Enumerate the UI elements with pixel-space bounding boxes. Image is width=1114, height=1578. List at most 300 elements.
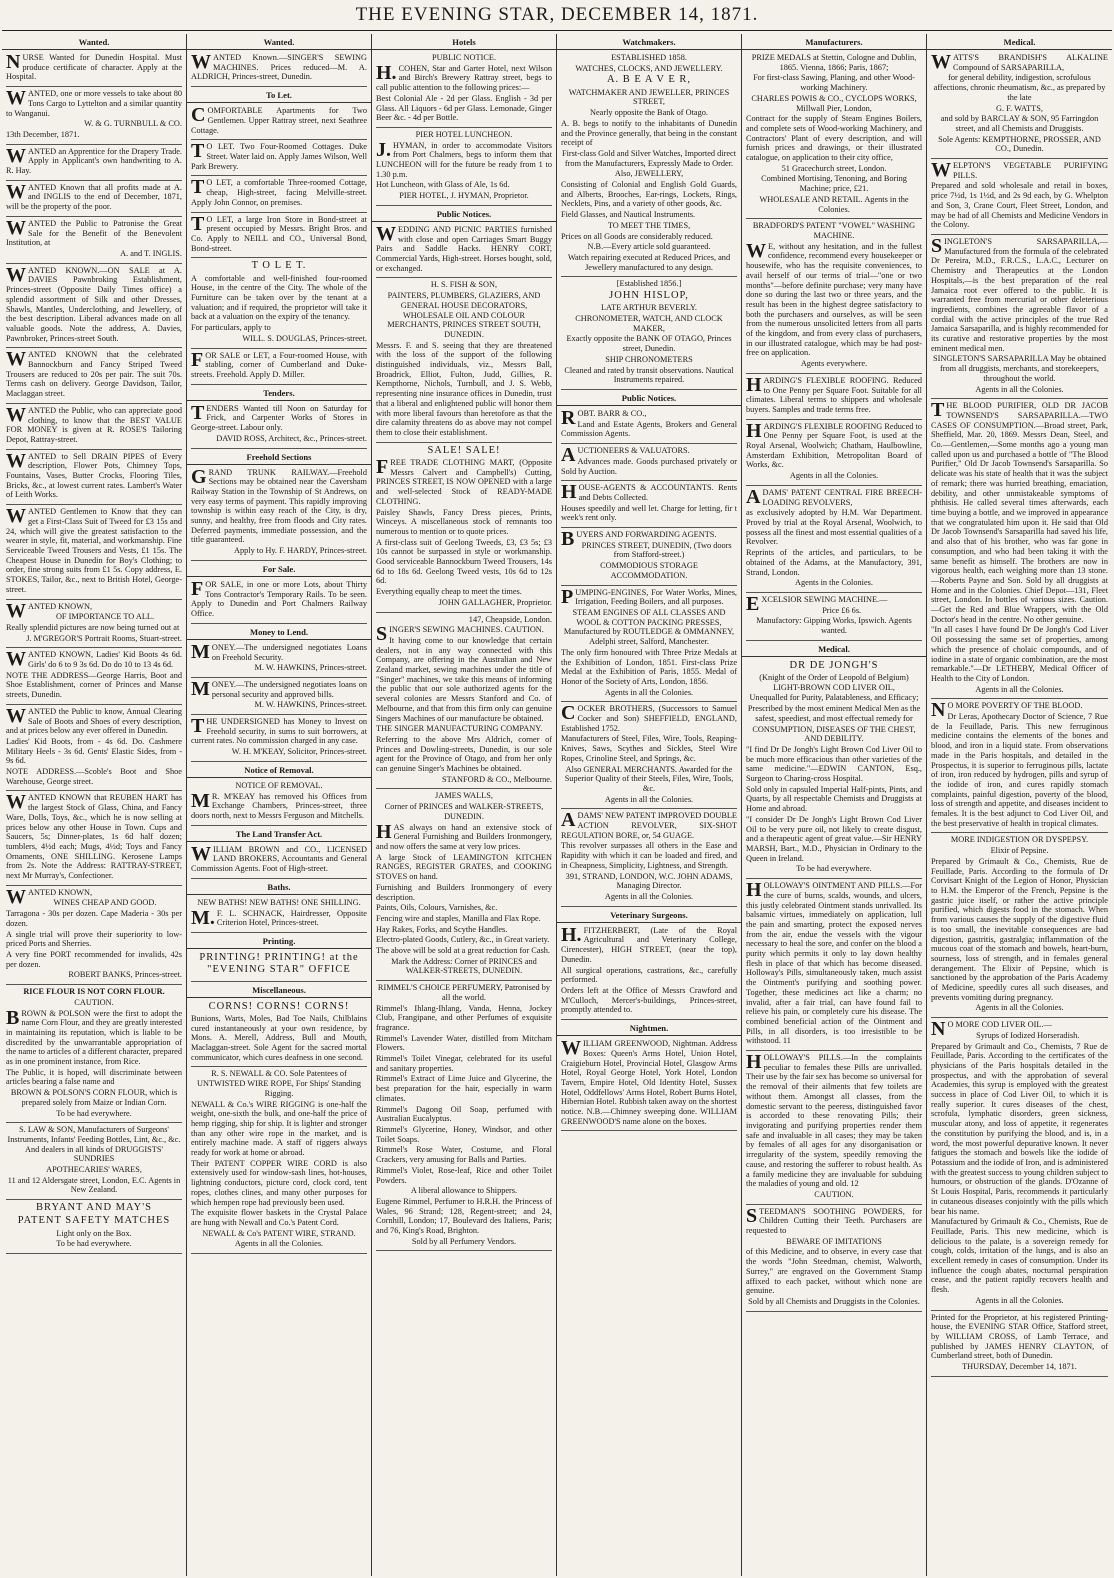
top-rule	[2, 30, 1112, 31]
ad-text: Houses speedily and well let. Charge for letting, fir t week's rent only.	[561, 503, 737, 523]
ad-text: WE, without any hesitation, and in the fullest confidence, recommend every housekeeper or housewife, who has the requisite conveniences, to avail herself of our terms of trial—"one or two months"—before definite purchase; very many have done so during the last two or three years, and the result has been in the highest degree satisfactory to both the purchasers and ourselves, as will be seen from the numerous unsolicited letters from all parts of the kingdom, and from every class of purchasers, in our illustrated catalogue, which may be had post-free on application.	[746, 239, 922, 358]
advertisement	[561, 483, 737, 528]
advertisement	[746, 881, 922, 1051]
ad-text: Furnishing and Builders Ironmongery of every description.	[376, 882, 552, 902]
advertisement	[931, 1313, 1108, 1377]
ad-text: PUBLIC NOTICE.	[431, 53, 497, 63]
ad-text: NURSE Wanted for Dunedin Hospital. Must produce certificate of character. Apply at the Hospital.	[6, 51, 182, 82]
ad-text: Apply to Hy. F. HARDY, Princes-street.	[233, 546, 367, 556]
ad-text: BEWARE OF IMITATIONS	[786, 1236, 882, 1246]
ad-text: Agents in all the Colonies.	[604, 891, 694, 901]
section-heading: Freehold Sections	[187, 451, 371, 465]
ad-text: NEWALL & Co's PATENT WIRE, STRAND.	[202, 1228, 356, 1238]
ad-text: MORE INDIGESTION OR DYSPEPSY.	[950, 835, 1089, 845]
ad-text: TO LET. Two Four-Roomed Cottages. Duke Street. Water laid on. Apply James Wilson, Well Park Brewery.	[191, 140, 367, 171]
ad-text: COCKER BROTHERS, (Successors to Samuel Cocker and Son) SHEFFIELD, ENGLAND, Established 1752.	[561, 702, 737, 733]
advertisement	[561, 585, 737, 703]
advertisement	[746, 419, 922, 486]
ad-text: BUYERS AND FORWARDING AGENTS.	[561, 528, 717, 551]
ad-text: WANTED KNOWN, Ladies' Kid Boots 4s 6d. Girls' do 6 to 9 3s 6d. Do do 10 to 13 4s 6d.	[6, 648, 182, 671]
ad-text: Everything equally cheap to meet the times.	[376, 587, 522, 597]
ad-text: Agents everywhere.	[800, 359, 868, 369]
ad-text: AUCTIONEERS & VALUATORS.	[561, 444, 690, 467]
ad-text: S. LAW & SON, Manufacturers of Surgeons' Instruments, Infants' Feeding Bottles, Lint, &c., &c. And dealers in all kinds of DRUGGISTS' SUNDRIES	[7, 1125, 181, 1164]
section-heading: The Land Transfer Act.	[187, 828, 371, 842]
ad-text: Best Colonial Ale - 2d per Glass. English - 3d per Glass. All Liquors - 6d per Glass. Lemonade, Ginger Beer &c. - 4d per Bottle.	[376, 93, 552, 123]
advertisement	[376, 53, 552, 128]
ad-text: BRADFORD'S PATENT "VOWEL" WASHING MACHINE.	[752, 221, 916, 240]
ad-text: Eugene Rimmel, Perfumer to H.R.H. the Princess of Wales, 96 Strand; 128, Regent-street; and 24, Cornhill, London; 17, Boulevard des Italiens, Paris; and 76, King's Road, Brighton.	[376, 1196, 552, 1236]
advertisement	[746, 592, 922, 641]
ad-text: Messrs. F. and S. seeing that they are threatened with the loss of the support of the following distinguished individuals, viz., Messrs Ball, Broadrick, Elliot, Fulton, Judd, Gillies, R. Kempthorne, Nichols, Turnbull, and J. S. Webb, representing nine insurance offices in Dunedin, trust that a liberal and enlightened public will honor them with more liberal favours than heretofore as that the dire calamity threatens do as above may not compel them to close their establishment.	[376, 340, 552, 437]
advertisement	[191, 142, 367, 176]
ad-text: WANTED to Sell DRAIN PIPES of Every description, Flower Pots, Chimney Tops, Fountains, Vases, Butter Crocks, Flooring Tiles, Bricks, &c., at lowest current rates. Lambert's Water of Leith Works.	[6, 449, 182, 500]
ad-text: TO LET, a large Iron Store in Bond-street at present occupied by Messrs. Bright Bros. and Co. Apply to NEILL and CO., Universal Bond, Bond-street.	[191, 212, 367, 253]
ad-text: N.B.—Every article sold guaranteed.	[587, 242, 711, 252]
ad-text: G. F. WATTS,	[996, 103, 1043, 113]
ad-text: For particulars, apply to	[191, 323, 271, 333]
advertisement	[746, 485, 922, 593]
ad-text: 51 Gracechurch street, London.	[781, 163, 887, 173]
advertisement	[6, 180, 182, 217]
ad-text: W. H. M'KEAY, Solicitor, Princes-street.	[231, 747, 367, 757]
ad-text: A. B E A V E R,	[606, 74, 692, 86]
ad-text: WANTED KNOWN.—ON SALE at A. DAVIES Pawnbroking Establishment, Princes-street (Opposite Daily Times office) a splendid assortment of Silk and other Dresses, Shawls, Mantles, Underclothing, and Jewellery, of the best description. Liberal advances made on all valuable goods. Note the address, A. Davies, Pawnbroker, Princes-street South.	[6, 263, 182, 343]
ad-text: STEEDMAN'S SOOTHING POWDERS, for Children Cutting their Teeth. Purchasers are requested to	[746, 1204, 922, 1236]
advertisement	[746, 660, 922, 879]
ad-text: Sold by all Chemists and Druggists in the Colonies.	[748, 1296, 920, 1306]
ad-text: WANTED KNOWN,	[6, 885, 93, 908]
ad-text: "I consider Dr De Jongh's Light Brown Cod Liver Oil to be very pure oil, not likely to create disgust, and a therapeutic agent of great value.—Sir HENRY MARSH, Bart., M.D., Physician in Ordinary to the Queen in Ireland.	[746, 814, 922, 863]
ad-text: BROWN & POLSON were the first to adopt the name Corn Flour, and they are greatly interested in maintaining its reputation, which is liable to be discredited by the unwarrantable appropriation of the name to articles of a different character, prepared as in one prominent instance, from Rice.	[6, 1006, 182, 1067]
ad-text: Reprints of the articles, and particulars, to be obtained of the Adams, at the Manufactory, 391, Strand, London.	[746, 548, 922, 577]
ad-text: Cleaned and rated by transit observations. Nautical Instruments repaired.	[564, 365, 734, 385]
ad-text: It having come to our knowledge that certain dealers, not in any way connected with this Company, are offering in the Australian and New Zealand market, sewing machines under the title of "Singer" machines, we take this means of informing the public that our sole authorized agents for the several colonies are Messrs Stanford and Co. of Melbourne, and that from this firm only can genuine Singers Machines of our manufacture be obtained.	[376, 635, 552, 723]
ad-text: PUMPING-ENGINES, For Water Works, Mines, Irrigation, Feeding Boilers, and all purposes.	[561, 585, 737, 608]
advertisement	[191, 401, 367, 449]
ad-text: Unequalled for Purity, Palatableness, and Efficacy;	[749, 693, 919, 703]
ad-text: HOUSE-AGENTS & ACCOUNTANTS. Rents and Debts Collected.	[561, 481, 737, 504]
ad-text: THE SINGER MANUFACTURING COMPANY.	[376, 724, 543, 734]
ad-text: THE BLOOD PURIFIER, OLD DR JACOB TOWNSEND'S SARSAPARILLA.—TWO CASES OF CONSUMPTION.—Broad street, Park, Sheffield, Mar. 20, 1869. Messrs Dean, Steel, and Co.—Gentlemen,—Some months ago a young man called upon us and purchased a bottle of "The Blood Purifier," Old Dr Jacob Townsend's Sarsaparilla. So delicate was his state of health that it was the subject of remark; there was hurried breathing, emaciation, debility, and other unmistakeable symptoms of phthisis. He called several times afterwards, each time buying a bottle, and we improved in appearance that we congratulated him upon it. He said that Old Dr Jacob Townsend's Sarsaparilla had saved his life, and also that of his brother, who was far gone in consumption, and who had been taking it with the same benefit as himself. The brothers are now in vigorous health, each weighing more than 13 stone.—Roberts Payne and Son. Sold by all druggists at Home and in the Colonies. Chief Depot—131, Fleet street, London. In bottles of various sizes. Caution.—Get the Red and Blue Wrappers, with the Old Doctor's head in the centre. No other genuine.	[931, 399, 1108, 624]
ad-text: Advances made. Goods purchased privately or Sold by Auction.	[561, 456, 737, 476]
advertisement	[6, 403, 182, 450]
ad-text: WANTED the Public to Patronise the Great Sale for the Benefit of the Benevolent Institution, at	[6, 216, 182, 248]
section-heading: Tenders.	[187, 387, 371, 401]
ad-text: Also, JEWELLERY,	[614, 169, 684, 179]
ad-text: Agents in all the Colonies.	[789, 471, 879, 481]
ad-text: ROBERT BANKS, Princes-street.	[68, 970, 182, 980]
ad-text: Rimmel's Rose Water, Costume, and Floral Crackers, very amusing for Balls and Parties.	[376, 1145, 552, 1165]
ad-text: WANTED KNOWN that REUBEN HART has the largest Stock of Glass, China, and Fancy Ware, Dolls, Toys, &c., which he is now selling at prices below any other House in Town. Cups and Saucers, 5s; Dinner-plates, 1s 6d half dozen; tumblers, 4½d each; Mugs, 4½d; Toys and Fancy Ornaments, ONE SHILLING. Kerosene Lamps from 2s. Note the Address: RATTRAY-STREET, next Mr Murray's, Confectioner.	[6, 791, 182, 881]
advertisement	[746, 373, 922, 420]
ad-text: W. & G. TURNBULL & CO.	[84, 119, 182, 129]
ad-text: STANFORD & CO., Melbourne.	[442, 774, 552, 784]
section-heading: Nightmen.	[557, 1022, 741, 1036]
ad-text: WELPTON'S VEGETABLE PURIFYING PILLS.	[931, 159, 1108, 182]
ad-text: PRINTING! PRINTING! at the "EVENING STAR" OFFICE	[199, 952, 359, 976]
section-heading: For Sale.	[187, 563, 371, 577]
ad-text: A single trial will prove their superiority to low-priced Ports and Sherries.	[6, 929, 182, 949]
ad-text: J.HYMAN, in order to accommodate Visitors from Port Chalmers, begs to inform them that LUNCHEON will for the future be ready from 1 to 1.30 p.m.	[376, 138, 552, 179]
ad-text: (Knight of the Order of Leopold of Belgium) LIGHT-BROWN COD LIVER OIL,	[759, 673, 909, 692]
advertisement	[931, 53, 1108, 159]
ad-text: RICE FLOUR IS NOT CORN FLOUR.	[23, 987, 165, 997]
ad-text: Nearly opposite the Bank of Otago.	[590, 108, 708, 118]
ad-text: Agents in all the Colonies.	[604, 794, 694, 804]
advertisement	[191, 842, 367, 879]
ad-text: Agents in all the Colonies.	[604, 687, 694, 697]
advertisement	[561, 53, 737, 277]
ad-text: SHIP CHRONOMETERS	[605, 354, 693, 364]
advertisement	[376, 983, 552, 1251]
column-4	[557, 34, 742, 1576]
advertisement	[561, 1039, 737, 1131]
ad-text: as exclusively adopted by H.M. War Department. Proved by trial at the Royal Arsenal, Woolwich, to possess all the finest and most essential qualities of a Revolver.	[746, 508, 922, 547]
ad-text: FOR SALE or LET, a Four-roomed House, with stabling, corner of Cumberland and Duke-streets. Freehold. Apply D. Miller.	[191, 348, 367, 379]
advertisement	[561, 279, 737, 390]
advertisement	[191, 952, 367, 982]
ad-text: A. B. begs to notify to the inhabitants of Dunedin and the Province generally, that being in the constant receipt of	[561, 118, 737, 148]
advertisement	[191, 348, 367, 385]
ad-text: WATCHES, CLOCKS, AND JEWELLERY.	[575, 63, 723, 73]
columns-container	[2, 34, 1112, 1576]
ad-text: Manufactured by Grimault & Co., Chemists, Rue de Feuillade, Paris. This new medicine, which is delicious to the palate, is a sovereign remedy for cough, colds, irritation of the lungs, and is also an excellent remedy in cases of consumption. Under its influence the cough abates, nocturnal perspiration cease, and the patient rapidly recovers health and flesh.	[931, 1217, 1108, 1295]
advertisement	[6, 263, 182, 349]
ad-text: Printed for the Proprietor, at his registered Printing-house, the EVENING STAR Office, Stafford street, by WILLIAM CROSS, of Lamb Terrace, and published by JAMES HENRY CLAYTON, of Cumberland street, both of Dunedin.	[931, 1312, 1108, 1361]
ad-text: Agents in the Colonies.	[795, 578, 873, 588]
ad-text: DAVID ROSS, Architect, &c., Princes-street.	[216, 433, 367, 443]
advertisement	[191, 781, 367, 826]
ad-text: CHRONOMETER, WATCH, AND CLOCK MAKER,	[575, 314, 723, 333]
ad-text: The only firm honoured with Three Prize Medals at the Exhibition of London, 1851. First-class Prize Medal at the Exhibition of Paris, 1855. Medal of Honor of the Society of Arts, London, 1856.	[561, 647, 737, 686]
section-heading: Wanted.	[2, 36, 186, 50]
section-heading: Notice of Removal.	[187, 764, 371, 778]
section-heading: Baths.	[187, 881, 371, 895]
ad-text: BRYANT AND MAY'S	[36, 1202, 152, 1214]
ad-text: of this Medicine, and to observe, in every case that the words "John Steedman, chemist, Walworth, Surrey," are engraved on the Government Stamp affixed to each packet, without which none are genuine.	[746, 1247, 922, 1296]
advertisement	[376, 280, 552, 442]
ad-text: A large Stock of LEAMINGTON KITCHEN RANGES, REGISTER GRATES, and COOKING STOVES on hand.	[376, 852, 552, 882]
section-heading: Watchmakers.	[557, 36, 741, 50]
ad-text: Prepared by Grimault and Co., Chemists, 7 Rue de Feuillade, Paris. According to the certificates of the physicians of the Paris hospitals detailed in the prospectus, and with the approbation of several Academies, this syrup is employed with the greatest success in place of Cod Liver Oil, to which it is really superior. It cures diseases of the chest, scrofula, lymphatic disorders, green sickness, muscular atony, and loss of appetite, it regenerates the constitution by purifying the blood, and is, in a word, the most powerful depurative known. It never fatigues the stomach and bowels like the iodide of Potassium and the iodide of Iron, and is administered with the greatest success to young children subject to humours, or obstruction of the glands. D'Ozanne of St Louis Hospital, Paris, recommends it particularly in cutaneous diseases conjointly with the pills which bear his name.	[931, 1041, 1108, 1216]
ad-text: Their PATENT COPPER WIRE CORD is also extensively used for window-sash lines, hot-houses, lightning conductors, picture cord, clock cord, tent ropes, clothes clines, and many other purposes for which hempen rope had previously been used.	[191, 1158, 367, 1207]
ad-text: Price £6 6s.	[822, 605, 862, 615]
ad-text: All surgical operations, castrations, &c., carefully performed.	[561, 965, 737, 985]
advertisement	[6, 1125, 182, 1200]
ad-text: This revolver surpasses all others in the Ease and Rapidity with which it can be loaded and fired, and in Cheapness, Simplicity, Lightness, and Strength.	[561, 841, 737, 870]
advertisement	[376, 791, 552, 981]
ad-text: ADAMS' PATENT CENTRAL FIRE BREECH-LOADING REVOLVERS,	[746, 485, 922, 508]
ad-text: Also GENERAL MERCHANTS. Awarded for the Superior Quality of their Steels, Files, Wire, Tools, &c.	[564, 764, 734, 793]
ad-text: ROBT. BARR & CO.,	[561, 407, 647, 430]
ad-text: Land and Estate Agents, Brokers and General Commission Agents.	[561, 419, 737, 439]
ad-text: Agents in all the Colonies.	[234, 1239, 324, 1249]
ad-text: RIMMEL'S CHOICE PERFUMERY, Patronised by all the world.	[377, 983, 551, 1002]
ad-text: Referring to the above Mrs Aldrich, corner of Princes and Dowling-streets, Dunedin, is our sole agent for the Province of Otago, and from her only can genuine Singer's Machines be obtained.	[376, 734, 552, 774]
ad-text: NOTE ADDRESS.—Scoble's Boot and Shoe Warehouse, George street.	[6, 767, 182, 786]
ad-text: A comfortable and well-finished four-roomed House, in the centre of the City. The whole of the Furniture can be taken over by the tenant at a valuation; and if required, the proprietor will take it back at a valuation on the expiry of the tenancy.	[191, 273, 367, 322]
ad-text: JAMES WALLS,	[435, 791, 493, 801]
ad-text: Hot Luncheon, with Glass of Ale, 1s 6d.	[376, 180, 510, 190]
ad-text: FOR SALE, in one or more Lots, about Thirty Tons Contractor's Temporary Rails. To be seen. Apply to Dunedin and Port Chalmers Railway Office.	[191, 577, 367, 619]
ad-text: A liberal allowance to Shippers.	[410, 1186, 518, 1196]
ad-text: CAUTION.	[74, 997, 114, 1007]
ad-text: Field Glasses, and Nautical Instruments.	[561, 210, 696, 220]
advertisement	[376, 130, 552, 206]
ad-text: EXCELSIOR SEWING MACHINE.—	[746, 592, 888, 615]
advertisement	[376, 222, 552, 279]
ad-text: 391, STRAND, LONDON, W.C. JOHN ADAMS, Managing Director.	[565, 871, 733, 891]
ad-text: Prepared by Grimault & Co., Chemists, Rue de Feuillade, Paris. According to the formula of Dr Corvisart Knight of the Legion of Honor, Physician to H.M. the Emperor of the French, Pepsine is the gastric juice itself, or rather the active principle purified, which digests food in the stomach. When from various causes the supply of the digestive fluid is too small, the inevitable consequences are bad digestion, gastritis, gastralgia; inflammation of the mucous coat of the stomach and bowels, heart-burn, sourness, loss of strength, and in females general derangement. The Elixir of Pepsine, which is sanctioned by the approbation of the Paris Academy of Medicine, speedily cures all such diseases, and prevents vomiting during pregnancy.	[931, 856, 1108, 1002]
ad-text: WILL. S. DOUGLAS, Princes-street.	[242, 333, 367, 343]
advertisement	[6, 449, 182, 506]
advertisement	[191, 178, 367, 212]
ad-text: T O L E T.	[251, 260, 307, 272]
advertisement	[191, 898, 367, 933]
ad-text: 147, Cheapside, London.	[468, 614, 552, 624]
ad-text: Watch repairing executed at Reduced Prices, and Jewellery manufactured to any design.	[567, 252, 731, 272]
advertisement	[561, 446, 737, 481]
ad-text: Combined Mortising, Tenoning, and Boring Machine; price, £21.	[761, 174, 907, 194]
section-heading: Money to Lend.	[187, 626, 371, 640]
section-heading: Medical.	[927, 36, 1112, 50]
advertisement	[931, 835, 1108, 1018]
ad-text: CHARLES POWIS & CO., CYCLOPS WORKS, Millwall Pier, London,	[751, 93, 917, 113]
ad-text: NO MORE POVERTY OF THE BLOOD.	[931, 699, 1083, 722]
ad-text: WANTED the Public, who can appreciate good clothing, to know that the BEST VALUE FOR MONEY is given at R. ROSE'S Tailoring Depot, Rattray-street.	[6, 403, 182, 444]
ad-text: Elixir of Pepsine.	[990, 846, 1049, 856]
ad-text: Consisting of Colonial and English Gold Guards, and Alberts, Brooches, Ear-rings, Lockets, Rings, Necklets, Pins, and a variety of other goods, &c.	[561, 180, 737, 209]
section-heading: To Let.	[187, 89, 371, 103]
ad-text: Rimmel's Lavender Water, distilled from Mitcham Flowers.	[376, 1033, 552, 1053]
ad-text: Agents in all the Colonies.	[975, 1003, 1064, 1013]
advertisement	[6, 507, 182, 599]
advertisement	[561, 704, 737, 809]
advertisement	[191, 106, 367, 140]
ad-text: Rimmel's Toilet Vinegar, celebrated for its useful and sanitary properties.	[376, 1054, 552, 1073]
ad-text: HARDING'S FLEXIBLE ROOFING Reduced to One Penny per Square Foot, is used at the Royal Arsenal, Woolwich; Chatham, Haulbowline, Amsterdam Exhibition, Metropolitan Board of Works, &c.	[746, 419, 922, 470]
ad-text: Manufacturers of Steel, Files, Wire, Tools, Reaping-Knives, Saws, Scythes and Sickles, Steel Wire Ropes, Crinoline Steel, and Springs, &c.	[561, 734, 737, 763]
ad-text: M. W. HAWKINS, Princes-street.	[254, 663, 367, 673]
ad-text: COMMODIOUS STORAGE ACCOMMODATION.	[600, 561, 698, 580]
section-heading: Miscellaneous.	[187, 984, 371, 998]
ad-text: R. S. NEWALL & CO. Sole Patentees of UNTWISTED WIRE ROPE, For Ships' Standing Rigging.	[196, 1069, 362, 1098]
ad-text: To be had everywhere.	[56, 1108, 132, 1118]
ad-text: A first-class suit of Geelong Tweeds, £3, £3 5s; £3 10s cannot be surpassed in style or workmanship. Good serviceable Bannockburn Tweed Trousers, 14s 6d to 18s 6d. Geelong Tweed vests, 10s 6d to 12s 6d.	[376, 537, 552, 586]
column-6	[927, 34, 1112, 1576]
column-2	[187, 34, 372, 1576]
ad-text: OF IMPORTANCE TO ALL.	[55, 612, 155, 622]
ad-text: The above will be sold at a great reduction for Cash.	[376, 946, 550, 956]
advertisement	[6, 216, 182, 264]
ad-text: SALE! SALE!	[427, 444, 501, 456]
ad-text: CAUTION.	[814, 1189, 854, 1199]
ad-text: TO LET, a comfortable Three-roomed Cottage, cheap, High-street, facing Melville-street. Apply John Connor, on premises.	[191, 176, 367, 207]
ad-text: Exactly opposite the BANK OF OTAGO, Princes street, Dunedin.	[566, 334, 732, 354]
advertisement	[6, 599, 182, 649]
ad-text: Rimmel's Glycerine, Honey, Windsor, and other Toilet Soaps.	[376, 1124, 552, 1144]
ad-text: Contract for the supply of Steam Engines Boilers, and complete sets of Wood-working Machinery, and Contractors' Plant of every description, and will furnish prices and drawings, or their illustrated catalogue, on application to their city office,	[746, 114, 922, 163]
section-heading: Veterinary Surgeons.	[557, 909, 741, 923]
section-heading: Public Notices.	[372, 208, 556, 222]
ad-text: HOLLOWAY'S PILLS.—In the complaints peculiar to females these Pills are unrivalled. Their use by the fair sex has become so universal for the removal of their ailments that few toilets are without them. Amongst all classes, from the domestic servant to the peeress, distinguished favor is accorded to these renovating Pills; their invigorating and purifying properties render them safe and invaluable in all cases; they may be taken by females of all ages for any disorganisation or irregularity of the system, speedily removing the cause, and restoring the sufferer to robust health. As a family medicine they are invaluable for subduing the maladies of young and old. 12	[746, 1051, 922, 1189]
advertisement	[6, 885, 182, 985]
ad-text: SINGLETON'S SARSAPARILLA May be obtained from all druggists, merchants, and storekeepers, throughout the world.	[933, 354, 1106, 383]
advertisement	[931, 237, 1108, 399]
ad-text: Agents in all the Colonies.	[975, 384, 1064, 394]
ad-text: WATTS'S BRANDISH'S ALKALINE Compound of SARSAPARILLA,	[931, 51, 1108, 74]
ad-text: The exquisite flower baskets in the Crystal Palace are hung with Newall and Co.'s Patent Cord.	[191, 1208, 367, 1227]
column-3	[372, 34, 557, 1576]
ad-text: HARDING'S FLEXIBLE ROOFING. Reduced to One Penny per Square Foot. Suitable for all climates. Liberal terms to shippers and wholesale buyers. Samples and trade terms free.	[746, 373, 922, 414]
advertisement	[746, 53, 922, 219]
ad-text: WANTED Known.—SINGER'S SEWING MACHINES. Prices reduced—M. A. ALDRICH, Princes-street, Dunedin.	[191, 51, 367, 82]
ad-text: MR. M'KEAY has removed his Offices from Exchange Chambers, Princes-street, three doors north, next to Messrs Ferguson and Mitchells.	[191, 789, 367, 820]
advertisement	[6, 350, 182, 404]
ad-text: CONSUMPTION, DISEASES OF THE CHEST, AND DEBILITY.	[752, 724, 916, 744]
ad-text: WATCHMAKER AND JEWELLER, PRINCES STREET,	[568, 87, 730, 107]
ad-text: HAS always on hand an extensive stock of General Furnishing and Builders Ironmongery, and now offers the same at very low prices.	[376, 820, 552, 851]
section-heading: Hotels	[372, 36, 556, 50]
advertisement	[746, 221, 922, 374]
ad-text: J. M'GREGOR'S Portrait Rooms, Stuart-street.	[26, 633, 182, 643]
advertisement	[191, 465, 367, 561]
ad-text: Sold by all Perfumery Vendors.	[411, 1236, 517, 1246]
ad-text: WANTED, one or more vessels to take about 80 Tons Cargo to Lyttelton and a similar quantity to Wanganui.	[6, 87, 182, 118]
section-heading: Manufacturers.	[742, 36, 926, 50]
advertisement	[191, 260, 367, 348]
advertisement	[931, 701, 1108, 833]
ad-text: WHOLESALE AND RETAIL. Agents in the Colonies.	[759, 194, 909, 214]
ad-text: WANTED KNOWN,	[6, 599, 93, 622]
ad-text: WANTED KNOWN that the celebrated Bannockburn and Fancy Striped Tweed Trousers are reduced to 20s per pair. The suit 70s. Terms cash on delivery. George Davidson, Tailor, Maclaggan street.	[6, 348, 182, 399]
ad-text: HOLLOWAY'S OINTMENT AND PILLS.—For the cure of burns, scalds, wounds, and ulcers, this justly celebrated Ointment stands unrivalled. Its balsamic virtues, immediately on application, lull the pain and smarting, protect the exposed nerves from the air, endue the vessels with the vigour necessary to heal the sore, and confer on the blood a purity which permits it only to lay down healthy flesh in place of that which has become diseased. Holloway's Pills, simultaneously taken, much assist the Ointment's purifying and soothing power. Together, these medicines act like a charm; no invalid, after a fair trial, can have found fail to relieve his pain, or completely cure his disease. The combined beneficial action of the Ointment and Pills, in all disorders, is too irresistible to be withstood. 11	[746, 879, 922, 1046]
advertisement	[191, 1001, 367, 1068]
ad-text: H. S. FISH & SON,	[430, 280, 498, 290]
ad-text: NO MORE COD LIVER OIL.—	[931, 1018, 1052, 1041]
ad-text: A. and T. INGLIS.	[120, 249, 182, 258]
advertisement	[6, 650, 182, 705]
ad-text: PATENT SAFETY MATCHES	[17, 1215, 171, 1227]
section-heading: Medical.	[742, 643, 926, 657]
ad-text: MONEY.—The undersigned negotiates loans on personal security and approved bills.	[191, 677, 367, 700]
ad-text: NOTE THE ADDRESS—George Harris, Boot and Shoe Establishment, corner of Princes and Manse streets, Dunedin.	[6, 670, 182, 700]
ad-text: "In all cases I have found Dr De Jongh's Cod Liver Oil possessing the same set of properties, among which the presence of cholaic compounds, and of iodine in a state of organic combination, are the most remarkable."—Dr LETHEBY, Medical Officer of Health to the City of London.	[931, 625, 1108, 683]
ad-text: Rimmel's Dagong Oil Soap, perfumed with Australian Eucalyptus.	[376, 1104, 552, 1124]
advertisement	[376, 445, 552, 613]
ad-text: Ladies' Kid Boots, from - 4s 6d. Do. Cashmere Military Heels - 3s 6d. Gents' Elastic Sides, from - 9s 6d.	[6, 736, 182, 766]
advertisement	[6, 144, 182, 181]
advertisement	[6, 53, 182, 87]
ad-text: TO MEET THE TIMES,	[607, 220, 691, 230]
ad-text: M.F. L. SCHNACK, Hairdresser, Opposite Criterion Hotel, Princes-street.	[191, 906, 367, 929]
advertisement	[191, 717, 367, 762]
ad-text: A very fine PORT recommended for invalids, 42s per dozen.	[6, 950, 182, 969]
advertisement	[931, 401, 1108, 699]
ad-text: Sold only in capsuled Imperial Half-pints, Pints, and Quarts, by all respectable Chemists and Druggists at Home and abroad.	[746, 784, 922, 814]
ad-text: Orders left at the Office of Messrs Crawford and M'Culloch, Mercer's-buildings, Princes-street, promptly attended to.	[561, 985, 737, 1015]
ad-text: DR DE JONGH'S	[789, 659, 879, 671]
ad-text: SINGER'S SEWING MACHINES. CAUTION.	[376, 623, 544, 646]
ad-text: M. W. HAWKINS, Princes-street.	[254, 700, 367, 710]
ad-text: Fencing wire and staples, Manilla and Flax Rope.	[376, 913, 541, 923]
ad-text: Mark the Address: Corner of PRINCES and WALKER-STREETS, DUNEDIN.	[391, 956, 537, 976]
ad-text: WEDDING AND PICNIC PARTIES furnished with close and open Carriages Smart Buggy Pairs and Saddle Hacks. HENRY CORT, Commercial Yards, High-street. Horses bought, sold, or exchanged.	[376, 222, 552, 273]
advertisement	[191, 677, 367, 715]
ad-text: Electro-plated Goods, Cutlery, &c., in Great variety.	[376, 935, 550, 945]
ad-text: WINES CHEAP AND GOOD.	[53, 898, 157, 908]
column-1	[2, 34, 187, 1576]
ad-text: WANTED the Public to know, Annual Clearing Sale of Boots and Shoes of every description, and at prices below any ever offered in Dunedin.	[6, 704, 182, 736]
ad-text: MONEY.—The undersigned negotiates Loans on Freehold Security.	[191, 640, 367, 663]
ad-text: WANTED an Apprentice for the Drapery Trade. Apply in Applicant's own handwriting to A. R. Hay.	[6, 144, 182, 176]
ad-text: First-class Gold and Silver Watches, Imported direct from the Manufacturers, Expressly Made to Order.	[561, 148, 737, 168]
ad-text: H.FITZHERBERT, (Late of the Royal Agricultural and Veterinary College, Cirencester), HIGH STREET, (near the top), Dunedin.	[561, 923, 737, 964]
ad-text: Paints, Oils, Colours, Varnishes, &c.	[376, 903, 498, 913]
ad-text: NOTICE OF REMOVAL.	[235, 780, 323, 790]
ad-text: BROWN & POLSON'S CORN FLOUR, which is prepared solely from Maize or Indian Corn.	[10, 1088, 178, 1107]
column-5	[742, 34, 927, 1576]
ad-text: COMFORTABLE Apartments for Two Gentlemen. Upper Rattray street, next Seathree Cottage.	[191, 104, 367, 135]
ad-text: For first-class Sawing, Planing, and other Wood-working Machinery.	[753, 73, 915, 93]
ad-text: Light only on the Box.	[56, 1228, 132, 1238]
ad-text: TENDERS Wanted till Noon on Saturday for Frick, and Carpenter Works of Stores in George-street. Labour only.	[191, 401, 367, 433]
ad-text: 11 and 12 Aldersgate street, London, E.C. Agents in New Zealand.	[7, 1175, 181, 1195]
ad-text: Tarragona - 30s per dozen. Cape Maderia - 30s per dozen.	[6, 909, 182, 928]
ad-text: THURSDAY, December 14, 1871.	[962, 1362, 1077, 1372]
ad-text: Dr Leras, Apothecary Doctor of Science, 7 Rue de la Feuillade, Paris. This new ferruginous medicine contains the elements of the bones and blood, and iron in a liquid state. From observations made in the Paris hospitals, and detailed in the Prospectus, it is superior to ferruginous pills, lactate of iron, iron reduced by hydrogen, pills and syrup of the iodide of iron, and cures rapidly stomach complaints, painful digestion, poverty of the blood, loss of strength and appetite, and diseases incident to females. It is the best adjunct to Cod Liver Oil, and the best preservative of health in tropical climates.	[931, 712, 1108, 828]
ad-text: Prices on all Goods are considerably reduced.	[561, 231, 713, 241]
advertisement	[561, 530, 737, 586]
ad-text: LATE ARTHUR BEVERLY.	[600, 303, 697, 313]
advertisement	[376, 615, 552, 790]
ad-text: and sold by BARCLAY & SON, 95 Farringdon street, and all Chemists and Druggists.	[940, 114, 1099, 133]
ad-text: Bunions, Warts, Moles, Bad Toe Nails, Chilblains cured instantaneously at your own residence, by Mons. A. Merell, Address, Bull and Mouth, Maclaggan-street. Sole Agent for the sacred mortal communicator, which cures deafness in one second.	[191, 1013, 367, 1062]
advertisement	[191, 1069, 367, 1254]
ad-text: PAINTERS, PLUMBERS, GLAZIERS, AND GENERAL HOUSE DECORATORS, WHOLESALE OIL AND COLOUR MERCHANTS, PRINCES STREET SOUTH, DUNEDIN.	[387, 291, 541, 339]
advertisement	[6, 793, 182, 885]
ad-text: PRINCES STREET, DUNEDIN, (Two doors from Stafford-street.)	[581, 540, 732, 560]
ad-text: To be had everywhere.	[796, 864, 872, 874]
ad-text: Agents in all the Colonies.	[975, 684, 1064, 694]
ad-text: JOHN HISLOP,	[609, 290, 689, 302]
ad-text: [Established 1856.]	[616, 279, 682, 289]
advertisement	[191, 577, 367, 624]
ad-text: 13th December, 1871.	[6, 129, 80, 139]
ad-text: WANTED Gentlemen to Know that they can get a First-Class Suit of Tweed for £3 15s and 24, which will give the greatest satisfaction to the wearer in style, fit, material, and workmanship. Fine Serviceable Tweed Trousers and Vests, £1 15s. The Cheapest House in Dunedin for Boy's Clothing; to order, fine strong suits from £1 5s. Copy address, E. STOKES, Tailor, &c., next to British Hotel, George-street.	[6, 505, 182, 594]
advertisement	[6, 1202, 182, 1254]
ad-text: Rimmel's Violet, Rose-leaf, Rice and other Toilet Powders.	[376, 1165, 552, 1185]
ad-text: H.COHEN, Star and Garter Hotel, next Wilson and Birch's Brewery Rattray street, begs to call public attention to the following prices:—	[376, 61, 552, 93]
advertisement	[746, 1053, 922, 1205]
ad-text: Rimmel's Extract of Lime Juice and Glycerine, the best preparation for the hair, especially in warm climates.	[376, 1074, 552, 1103]
advertisement	[191, 640, 367, 678]
ad-text: SINGLETON'S SARSAPARILLA,—Manufactured from the formula of the celebrated Dr Pereira, M.D., F.R.C.S., L.A.C., Lecturer on Chemistry and Therapeutics at the London Hospitals,—is the best preparation of the real Jamaica root ever offered to the public. It is warranted free from mercurial or other deleterious ingredients, combines the agreeable flavor of a cordial with the active principles of the true Red Jamaica Sarsaparilla, and is highly recommended for its curative and restorative properties by the most eminent medical men.	[931, 235, 1108, 353]
advertisement	[931, 161, 1108, 235]
ad-text: Agents in all the Colonies.	[975, 1295, 1064, 1305]
ad-text: Manufactory: Gipping Works, Ipswich. Agents wanted.	[756, 616, 912, 636]
ad-text: CORNS! CORNS! CORNS!	[208, 1000, 350, 1012]
ad-text: "I find Dr De Jongh's Light Brown Cod Liver Oil to be much more efficacious than other varieties of the same medicine."—EDWIN CANTON, Esq., Surgeon to Charing-cross Hospital.	[746, 744, 922, 784]
ad-text: JOHN GALLAGHER, Proprietor.	[438, 597, 552, 607]
ad-text: ADAMS' NEW PATENT IMPROVED DOUBLE ACTION REVOLVER, SIX-SHOT REGULATION BORE, or, 54 GUAGE.	[561, 809, 737, 840]
advertisement	[6, 987, 182, 1123]
ad-text: Really splendid pictures are now being turned out at	[6, 622, 180, 632]
ad-text: PRIZE MEDALS at Stettin, Cologne and Dublin, 1865. Vienna, 1866; Paris, 1867;	[751, 53, 917, 72]
ad-text: NEW BATHS! NEW BATHS! ONE SHILLING.	[197, 897, 361, 907]
ad-text: Prescribed by the most eminent Medical Men as the safest, speediest, and most effectual remedy for	[747, 704, 921, 723]
